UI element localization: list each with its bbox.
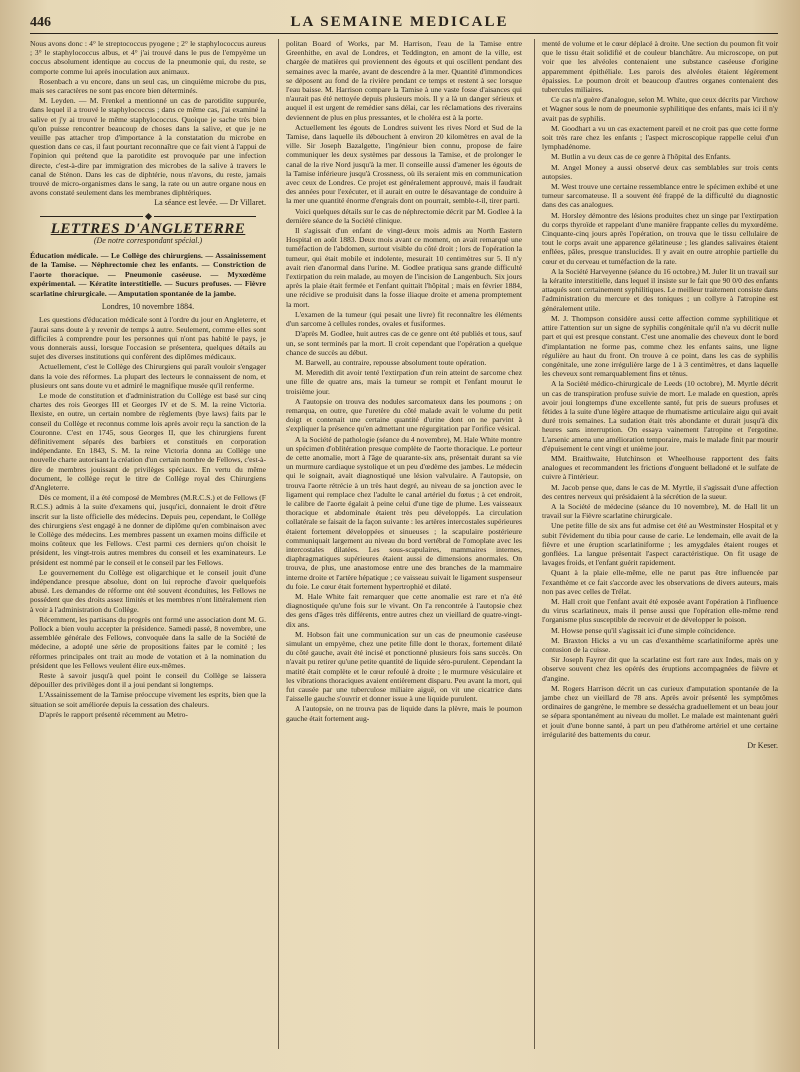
paragraph: Actuellement les égouts de Londres suivent les rives Nord et Sud de la Tamise, dans laquelle ils débouchent à environ 20 kilomètres en aval de la ville. Sir Joseph Bazalgette, l'ingénieur bien connu, propose de faire communiquer les deux systèmes par dessous la Tamise, et de prolonger le canal de la rive Nord jusqu'à la mer. Il conseille aussi d'amener les égouts de la Tamise inférieure jusqu'à Crossness, où ils seraient mis en communication avec ceux de Londres. Ce projet est généralement approuvé, mais il faudrait des années pour l'exécuter, et il aurait en outre le désavantage de conduire à la mer une quantité énorme d'engrais dont on pourrait, semble-t-il, tirer parti. [286,122,522,206]
paragraph: L'Assainissement de la Tamise préoccupe vivement les esprits, bien que la situation se soit améliorée depuis la cessation des chaleurs. [30,690,266,709]
paragraph: M. Hobson fait une communication sur un cas de pneumonie caséeuse simulant un empyème, chez une petite fille dont le thorax, fortement dilaté du côté gauche, avait été incisé et ponctionné plusieurs fois sans succès. On n'avait pu retirer qu'une petite quantité de liquide séro-purulent. Cependant la matité était complète et le cœur refoulé à droite ; le murmure vésiculaire et les vibrations thoraciques avaient entièrement disparu. Peu avant la mort, qui fut causée par une tuberculose miliaire aiguë, on vit une cicatrice dans l'aisselle gauche s'ouvrir et donner issue à une liquide purulent. [286,629,522,704]
paragraph: Il s'agissait d'un enfant de vingt-deux mois admis au North Eastern Hospital en août 1883. Deux mois avant ce moment, on avait remarqué une tuméfaction de l'abdomen, surtout visible du côté droit ; lors de l'opération la tumeur, qui était mobile et indolente, mesurait 10 centimètres sur 5. Il n'y avait rien d'anormal dans l'urine. M. Godlee pratiqua sans grande difficulté l'extirpation du rein malade, au moyen de l'incision de Langenbuch. Six jours après la plaie était fermée et l'enfant quittait l'hôpital ; mais en février 1884, une récidive se produisit dans la fosse iliaque droite et amena promptement la mort. [286,226,522,309]
paragraph: M. Leyden. — M. Frenkel a mentionné un cas de parotidite suppurée, dans lequel il a trouvé le staphylococcus ; dans ce même cas, j'ai examiné la salive et j'y ai trouvé le même staphylococcus. Quoique je sache très bien qu'on puisse rencontrer beaucoup de choses dans la salive, et que je ne veuille pas attacher trop d'importance à la constatation du microbe en question dans ce cas, il faut pourtant reconnaître que ce fait vient à l'appui de l'opinion qui prétend que la parotidite est provoquée par une infection directe, c'est-à-dire par immigration des microbes de la salive à travers le canal de Sténon. Dans les cas de diphtérie, nous n'avons, du reste, jamais trouvé de micro-organismes dans le sang, la rate ou un autre organe nous en avons constaté seulement dans les membranes diphtériques. [30,96,266,198]
paragraph: menté de volume et le cœur déplacé à droite. Une section du poumon fit voir que le tissu était solidifié et de couleur blanchâtre. Au microscope, on put voir que les alvéoles contenaient une substance caséeuse d'origine apparemment épithéliale. Les parois des alvéoles étaient légèrement épaissies. Le poumon droit et beaucoup d'autres organes contenaient des tubercules miliaires. [542,39,778,95]
paragraph: D'après M. Godlee, huit autres cas de ce genre ont été publiés et tous, sauf un, se sont terminés par la mort. Il croit cependant que l'opération a quelque chance de succès au début. [286,329,522,357]
paragraph: M. Hall croit que l'enfant avait été exposée avant l'opération à l'influence du virus scarlatineux, mais il pense aussi que l'opération elle-même rend l'organisme plus susceptible de recevoir et de développer le poison. [542,596,778,625]
section-title: LETTRES D'ANGLETERRE [50,220,246,237]
paragraph: Une petite fille de six ans fut admise cet été au Westminster Hospital et y subit l'évidement du tibia pour cause de carie. Le lendemain, elle avait de la fièvre et une éruption scarlatiniforme ; les amygdales étaient rouges et gonflées. La langue présentait l'aspect caractéristique. On fit usage de lavages froids, et l'enfant guérit rapidement. [542,521,778,568]
paragraph: Le gouvernement du Collège est oligarchique et le conseil jouit d'une indépendance presque absolue, dont on lui reproche d'avoir quelquefois abusé. Les demandes de réforme ont été souvent éconduites, les Fellows ne possédent que des droits assez limités et les membres n'ont littéralement rien à voir à l'administration du Collège. [30,567,266,614]
paragraph: M. Barwell, au contraire, repousse absolument toute opération. [295,357,487,367]
paragraph: Reste à savoir jusqu'à quel point le conseil du Collège se laissera dépouiller des privilèges dont il a joui pendant si longtemps. [30,671,266,690]
paragraph: Ce cas n'a guère d'analogue, selon M. White, que ceux décrits par Virchow et Wagner sous le nom de pneumonie syphilitique des enfants, mais ici il n'y avait pas de syphilis. [542,95,778,123]
section-divider [40,214,256,219]
journal-title: LA SEMAINE MEDICALE [290,14,509,30]
text-columns [30,39,778,1049]
paragraph: Sir Joseph Fayrer dit que la scarlatine est fort rare aux Indes, mais on y observe souvent chez les opérés des éruptions accompagnées de fièvre et d'angine. [542,655,778,683]
paragraph: L'examen de la tumeur (qui pesait une livre) fit reconnaître les éléments d'un sarcome à cellules rondes, ovales et fusiformes. [286,309,522,329]
author-signature: Dr Keser. [747,741,778,751]
paragraph: Quant à la plaie elle-même, elle ne parut pas être influencée par l'exanthème et ce fait s'accorde avec les observations de divers auteurs, mais non pas avec celles de Trélat. [542,568,778,596]
paragraph: D'après le rapport présenté récemment au Metro- [39,709,188,719]
paragraph: M. Horsley démontre des lésions produites chez un singe par l'extirpation du corps thyroïde et rappelant d'une manière frappante celles du myxœdème. Cinquante-cinq jours après l'opération, on trouva que le tissu cellulaire de tout le corps avait une apparence gélatineuse ; les glandes salivaires étaient enflées, pâles, presque translucides. Il y avait en outre atrophie partielle du cœur et du cerveau et tuméfaction de la rate. [542,210,778,266]
paragraph: M. Meredith dit avoir tenté l'extirpation d'un rein atteint de sarcome chez une fille de quatre ans, mais la tumeur se rompit et l'enfant mourut le troisième jour. [286,368,522,396]
paragraph: Dès ce moment, il a été composé de Membres (M.R.C.S.) et de Fellows (F R.C.S.) admis à la suite d'examens qui, jusqu'ici, donnaient le droit d'être inscrit sur la liste officielle des médecins. Depuis peu, cependant, le Collège des chirurgiens s'est engagé à ne donner de diplôme qu'en combinaison avec le Collège des médecins. Les membres passent un examen moins difficile et moins coûteux que les Fellows. C'est parmi ces derniers qu'on choisit le président, les vingt-trois autres membres du conseil et les examinateurs. Le président est nommé par le conseil et le conseil par les Fellows. [30,493,266,567]
paragraph: Le mode de constitution et d'administration du Collège est basé sur cinq chartes des rois Georges III et Georges IV et de S. M. la reine Victoria. Ilexiste, en outre, un certain nombre de règlements (bye laws) faits par le conseil du Collège et reconnus comme lois après avoir reçu la sanction de la Couronne. C'est en 1745, sous Georges II, que les chirurgiens furent définitivement séparés des barbiers et constitués en corporation indépendante. En 1843, S. M. la reine Victoria donna au Collège une nouvelle charte autorisant la création d'un certain nombre de Fellows, c'est-à-dire de membres jouissant de privilèges spéciaux. En vertu du même document, le collège reçut le titre de Collège royal des Chirurgiens d'Angleterre. [30,390,266,492]
paragraph: M. Angel Money a aussi observé deux cas semblables sur trois cents autopsies. [542,162,778,181]
paragraph: M. Rogers Harrison décrit un cas curieux d'amputation spontanée de la jambe chez un vieillard de 78 ans. Après avoir présenté les symptômes ordinaires de gangrène, le membre se dessécha graduellement et un beau jour se sépara spontanément au niveau du mollet. Le malade est maintenant guéri et jouit d'une bonne santé, à part un peu d'athérome artériel et une certaine irrégularité des battements du cœur. [542,683,778,739]
paragraph: Voici quelques détails sur le cas de néphrectomie décrit par M. Godlee à la dernière séance de la Société clinique. [286,206,522,225]
paragraph: Nous avons donc : 4° le streptococcus pyogene ; 2° le staphylococcus aureus ; 3° le staphylococcus albus, et 4° j'ai trouvé dans le pus de l'empyème un coccus absolument identique au coccus de la pneumonie qui, du reste, se comporte comme lui après inoculation aux animaux. [30,39,266,76]
page-header [30,14,778,34]
paragraph: MM. Braithwaite, Hutchinson et Wheelhouse rapportent des faits analogues et recommandent les frictions d'onguent belladoné et le sulfate de cuivre à l'intérieur. [542,453,778,482]
paragraph: Actuellement, c'est le Collège des Chirurgiens qui paraît vouloir s'engager dans la voie des réformes. La plupart des lecteurs le connaissent de nom, et plusieurs ont sans doute vu et admiré le magnifique musée qu'il renferme. [30,362,266,390]
paragraph: A l'autopsie, on ne trouva pas de liquide dans la plèvre, mais le poumon gauche était fortement aug- [286,704,522,723]
paragraph: Rosenbach a vu encore, dans un seul cas, un cinquième microbe du pus, mais ses caractères ne sont pas encore bien déterminés. [30,76,266,96]
paragraph: M. West trouve une certaine ressemblance entre le spécimen exhibé et une tumeur sarcomateuse. Il a souvent été frappé de la difficulté du diagnostic dans des cas analogues. [542,182,778,210]
paragraph: Récemment, les partisans du progrès ont formé une association dont M. G. Pollock a bien voulu accepter la présidence. Samedi passé, 8 novembre, une assemblée générale des Fellows, convoquée dans la salle de la Société de médecine, a adopté une série de propositions faites par le comité ; les réformes principales ont trait au mode de votation et à la nomination du président que les Fellows veulent élire eux-mêmes. [30,614,266,670]
paragraph: A la Société médico-chirurgicale de Leeds (10 octobre), M. Myrtle décrit un cas de transpiration profuse suivie de mort. Le malade en question, après avoir joui longtemps d'une excellente santé, fut pris de sueurs profuses et fétides à la suite d'une légère attaque de rhumatisme articulaire aigu qui avait duré trois semaines. La sudation était très abondante et durait jusqu'à dix heures sans interruption. On essaya vainement l'atropine et l'ergotine. L'arsenic amena une amélioration temporaire, mais le malade finit par mourir d'épuisement le cent vingt et unième jour. [542,379,778,453]
column-middle [278,39,522,1049]
paragraph: politan Board of Works, par M. Harrison, l'eau de la Tamise entre Greenhithe, en aval de Londres, et Teddington, en amont de la ville, est chargée de matières qui proviennent des égouts et qui oscillent pendant des semaines avec la marée, avant de descendre à la mer. Quantité d'immondices se déposent au fond de la rivière pendant ce temps et restent à sec lorsque l'eau baisse. M. Harrison compare la Tamise à une vaste fosse d'aisances qui n'aurait pas été nettoyée depuis plusieurs mois. Il y a là un danger sérieux et auquel il est urgent de remédier sans délai, car les réclamations des riverains deviennent de plus en plus pressantes, et le choléra est à la porte. [286,39,522,122]
paragraph: M. Jacob pense que, dans le cas de M. Myrtle, il s'agissait d'une affection des centres nerveux qui présidaient à la sécrétion de la sueur. [542,482,778,501]
session-closing: La séance est levée. — Dr Villaret. [154,198,266,208]
column-right [534,39,778,1049]
paragraph: A la Société de médecine (séance du 10 novembre), M. de Hall lit un travail sur la Fièvre scarlatine chirurgicale. [542,501,778,521]
paragraph: M. J. Thompson considère aussi cette affection comme syphilitique et attire l'attention sur un signe de syphilis congénitale qu'il n'a vu décrit nulle part et qui est presque constant. C'est une anomalie des cheveux dont le bord d'implantation ne forme pas, comme chez les enfants sains, une ligne régulière au haut du front. On trouve à ce point, dans les cas de syphilis congénitale, une zone irrégulière large de 1 à 3 centimètres, et dans laquelle les cheveux sont remarquablement fins et ténus. [542,313,778,379]
paragraph: A la Société de pathologie (séance du 4 novembre), M. Hale White montre un spécimen d'oblitération presque complète de l'aorte thoracique. Le porteur de cette anomalie, mort à l'âge de quarante-six ans, présentait durant sa vie un murmure cardiaque systolique et un peu d'œdème des jambes. Le médecin qui le soignait, avait diagnostiqué une lésion valvulaire. A l'autopsie, on trouva l'aorte rétrécie à un très haut degré, au niveau de sa jonction avec le ligament qui remplace chez l'adulte le canal artériel du fœtus ; à cet endroit, le calibre de l'aorte égalait à peine celui d'une tige de plume. Les vaisseaux thoracique et abdominale étaient très peu développés. La circulation collatérale se faisait de la façon suivante : les artères intercostales supérieures étaient fortement développées et sinueuses ; la scapulaire postérieure communiquait largement au niveau du bord vertébral de l'omoplate avec les intercostales dilatées. Les sous-scapulaires, mammaires internes, diaphragmatiques supérieures étaient aussi de dimensions anormales. On trouva, de plus, une anastomose entre une des branches de la mammaire interne droite et l'artère hépatique ; ce vaisseau suivait le ligament suspenseur du foie. Le cœur était fortement hypertrophié et dilaté. [286,434,522,591]
column-left [30,39,266,1049]
paragraph: M. Braxton Hicks a vu un cas d'exanthème scarlatiniforme après une contusion de la cuisse. [542,635,778,654]
paragraph: M. Butlin a vu deux cas de ce genre à l'hôpital des Enfants. [551,152,731,162]
dateline: Londres, 10 novembre 1884. [101,302,195,312]
paragraph: M. Howse pense qu'il s'agissait ici d'une simple coïncidence. [551,625,736,635]
section-summary: Éducation médicale. — Le Collège des chirurgiens. — Assainissement de la Tamise. — Néphrectomie chez les enfants. — Constriction de l'aorte thoracique. — Pneumonie caséeuse. — Myxœdème expérimental. — Kératite interstitielle. — Sucurs profuses. — Fièvre scarlatine chirurgicale. — Amputation spontanée de la jambe. [30,251,266,298]
paragraph: A la Société Harveyenne (séance du 16 octobre,) M. Juler lit un travail sur la kératite interstitielle, dans lequel il insiste sur le fait que 90 0/0 des enfants attaqués sont certainement syphilitiques. Le meilleur traitement consiste dans l'administration du mercure et des toniques ; un collyre à l'atropine est généralement utile. [542,266,778,313]
paragraph: M. Goodhart a vu un cas exactement pareil et ne croit pas que cette forme soit très rare chez les enfants ; l'aspect microscopique rappelle celui d'un lymphadénome. [542,123,778,152]
page-number: 446 [30,15,51,30]
paragraph: M. Hale White fait remarquer que cette anomalie est rare et n'a été diagnostiquée qu'une fois sur le vivant. On l'a rencontrée à l'autopsie chez des gens d'âges très différents, entre autres chez un vieillard de quatre-vingt-dix ans. [286,591,522,629]
paragraph: A l'autopsie on trouva des nodules sarcomateux dans les poumons ; on remarqua, en outre, que l'uretère du côté malade avait le volume du petit doigt et contenait une certaine quantité d'urine dont on ne parvint à s'expliquer la présence qu'en admettant une régurgitation par l'orifice vésical. [286,396,522,434]
paragraph: Les questions d'éducation médicale sont à l'ordre du jour en Angleterre, et j'aurai sans doute à y revenir de temps à autre. Seulement, comme elles sont difficiles à comprendre pour les personnes qui n'ont pas habité le pays, je vous donnerais aussi, lorsque l'occasion se présentera, quelques détails au sujet des diverses institutions qui confèrent des diplômes médicaux. [30,315,266,362]
section-subtitle: (De notre correspondant spécial.) [93,235,203,245]
